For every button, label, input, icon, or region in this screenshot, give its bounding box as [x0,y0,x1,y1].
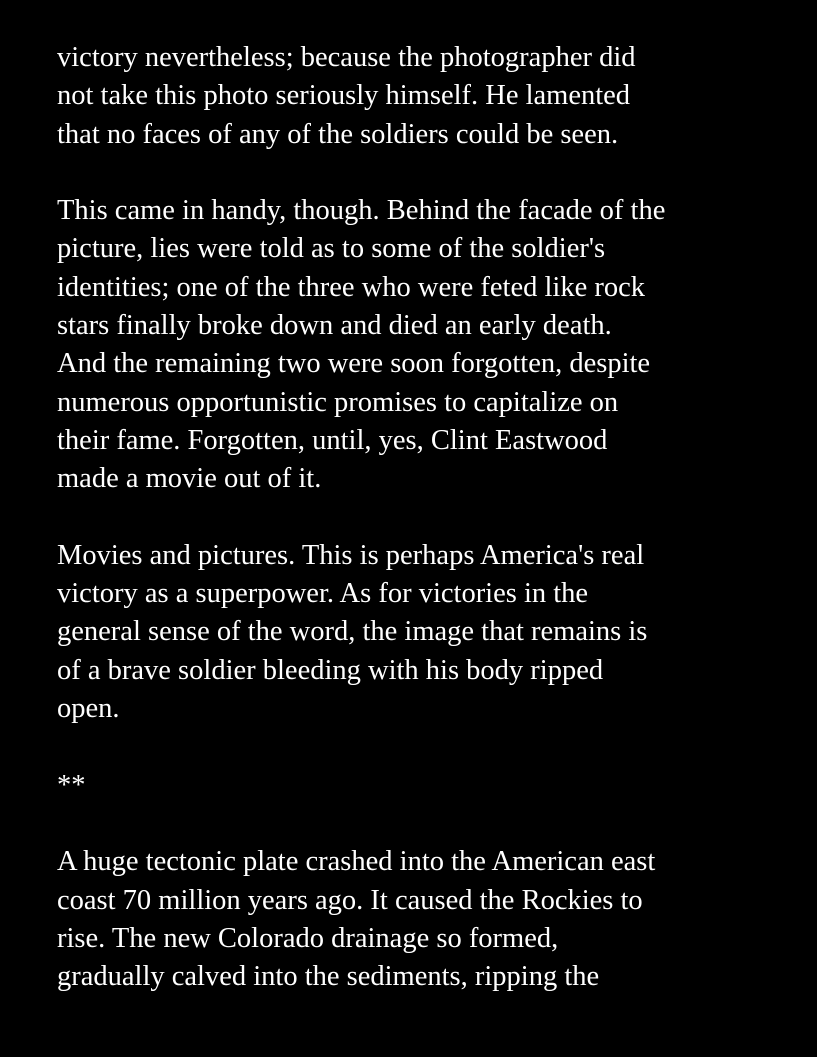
paragraph-line: This came in handy, though. Behind the facade of the [57,195,666,227]
paragraph-line: made a movie out of it. [57,463,322,495]
paragraph-line: their fame. Forgotten, until, yes, Clint Eastwood [57,424,608,456]
paragraph-gap [57,728,797,766]
paragraph-line: that no faces of any of the soldiers could be seen. [57,118,619,150]
paragraph-line: victory nevertheless; because the photographer did [57,42,636,73]
paragraph-line: gradually calved into the sediments, ripping the [57,961,600,993]
paragraph-line: And the remaining two were soon forgotten, despite [57,348,651,380]
paragraph-line: identities; one of the three who were feted like rock [57,271,645,303]
paragraph-line: stars finally broke down and died an early death. [57,310,612,342]
paragraph-2 [57,192,797,498]
paragraph-line: rise. The new Colorado drainage so formed, [57,922,559,954]
document-text [57,39,797,996]
paragraph-gap [57,154,797,192]
paragraph-4 [57,843,797,996]
paragraph-gap [57,805,797,843]
paragraph-line: open. [57,693,120,725]
paragraph-gap [57,499,797,537]
section-separator [57,767,797,805]
paragraph-line: Movies and pictures. This is perhaps America's real [57,539,645,571]
paragraph-line: general sense of the word, the image that remains is [57,616,648,648]
paragraph-line: A huge tectonic plate crashed into the American east [57,846,656,878]
paragraph-line: coast 70 million years ago. It caused the Rockies to [57,884,643,916]
paragraph-line: of a brave soldier bleeding with his body ripped [57,654,604,686]
paragraph-1 [57,39,797,154]
paragraph-line: victory as a superpower. As for victories in the [57,578,589,610]
paragraph-line: picture, lies were told as to some of the soldier's [57,233,606,265]
separator-asterisks: ** [57,769,86,801]
paragraph-3 [57,537,797,728]
paragraph-line: not take this photo seriously himself. He lamented [57,80,631,112]
paragraph-line: numerous opportunistic promises to capitalize on [57,386,619,418]
